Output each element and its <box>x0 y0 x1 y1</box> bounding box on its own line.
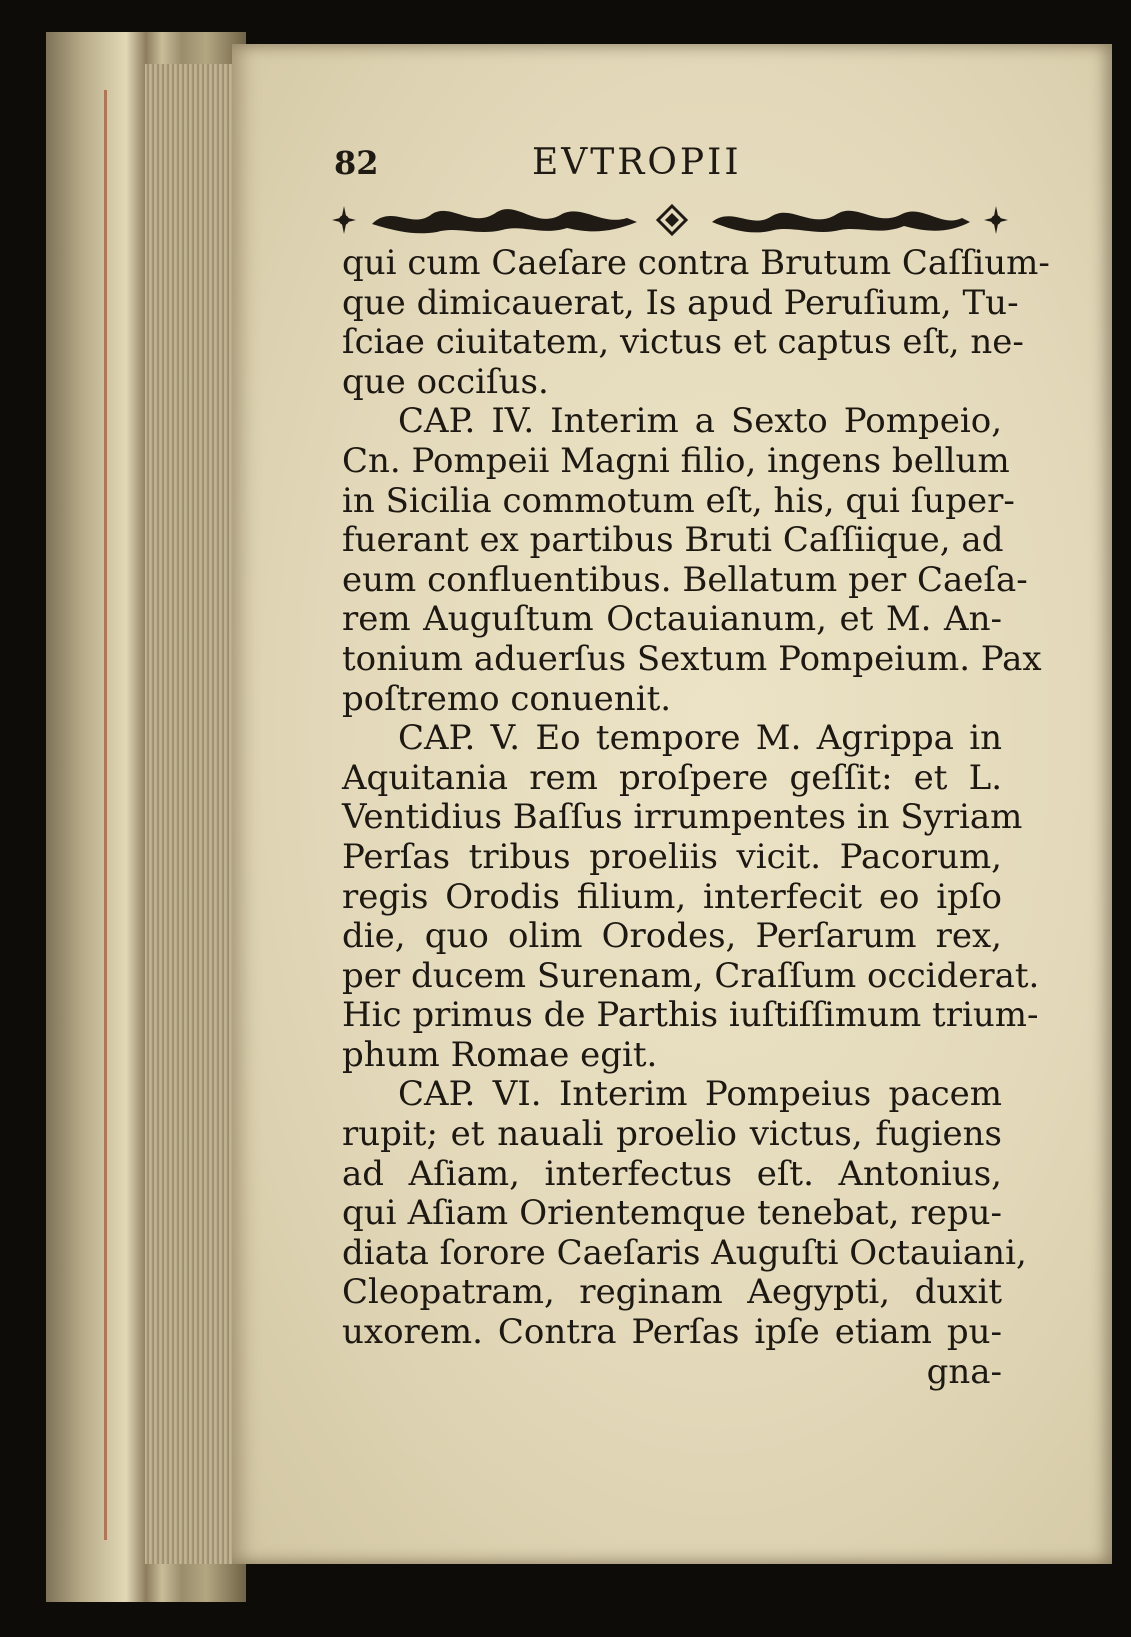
text-line: Cn. Pompeii Magni filio, ingens bellum <box>342 440 1010 481</box>
chapter-heading-line: CAP. V. Eo tempore M. Agrippa in <box>398 718 1002 759</box>
text-line: per ducem Surenam, Craſſum occiderat. <box>342 955 1040 996</box>
text-line: Cleopatram, reginam Aegypti, duxit <box>342 1272 1002 1313</box>
text-line: Ventidius Baſſus irrumpentes in Syriam <box>342 797 1023 838</box>
text-line: rupit; et nauali proelio victus, fugiens <box>342 1114 1002 1155</box>
binding-thread <box>104 90 107 1540</box>
text-line: tonium aduerſus Sextum Pompeium. Pax <box>342 638 1042 679</box>
text-line: Hic primus de Parthis iuſtiſſimum trium- <box>342 995 1039 1036</box>
flower-icon <box>984 206 1008 234</box>
text-line: diata ſorore Caeſaris Auguſti Octauiani, <box>342 1232 1027 1273</box>
text-line: ſciae ciuitatem, victus et captus eſt, ne- <box>342 322 1024 363</box>
text-line: die, quo olim Orodes, Perſarum rex, <box>342 916 1002 957</box>
text-line: ad Aſiam, interfectus eſt. Antonius, <box>342 1153 1002 1194</box>
catchword: gna- <box>926 1351 1002 1392</box>
chapter-heading-line: CAP. IV. Interim a Sexto Pompeio, <box>398 401 1002 442</box>
page-edges <box>145 64 240 1564</box>
diamond-icon <box>658 206 686 234</box>
scroll-flourish-right <box>712 211 970 233</box>
running-title: EVTROPII <box>532 142 742 183</box>
text-line: eum confluentibus. Bellatum per Caeſa- <box>342 559 1028 600</box>
book-page <box>232 44 1112 1564</box>
text-line: que dimicauerat, Is apud Peruſium, Tu- <box>342 282 1019 323</box>
text-line: Aquitania rem proſpere geſſit: et L. <box>342 757 1002 798</box>
text-line: in Sicilia commotum eſt, his, qui ſuper- <box>342 480 1015 521</box>
text-line: poſtremo conuenit. <box>342 678 672 719</box>
text-line: qui Aſiam Orientemque tenebat, repu- <box>342 1193 1002 1234</box>
text-line: fuerant ex partibus Bruti Caſſiique, ad <box>342 520 1004 561</box>
body-text <box>342 243 1050 1392</box>
page-number: 82 <box>334 144 379 182</box>
text-line: uxorem. Contra Perſas ipſe etiam pu- <box>342 1312 1002 1353</box>
chapter-heading-line: CAP. VI. Interim Pompeius pacem <box>398 1074 1002 1115</box>
text-line: Perſas tribus proeliis vicit. Pacorum, <box>342 836 1002 877</box>
flower-icon <box>332 206 356 234</box>
text-line: que occiſus. <box>342 361 549 402</box>
ornament-rule <box>332 200 1012 240</box>
scroll-flourish-left <box>372 209 637 233</box>
text-line: rem Auguſtum Octauianum, et M. An- <box>342 599 1002 640</box>
text-line: phum Romae egit. <box>342 1034 658 1075</box>
text-line: regis Orodis filium, interfecit eo ipſo <box>342 876 1002 917</box>
text-line: qui cum Caeſare contra Brutum Caſſium- <box>342 243 1050 283</box>
